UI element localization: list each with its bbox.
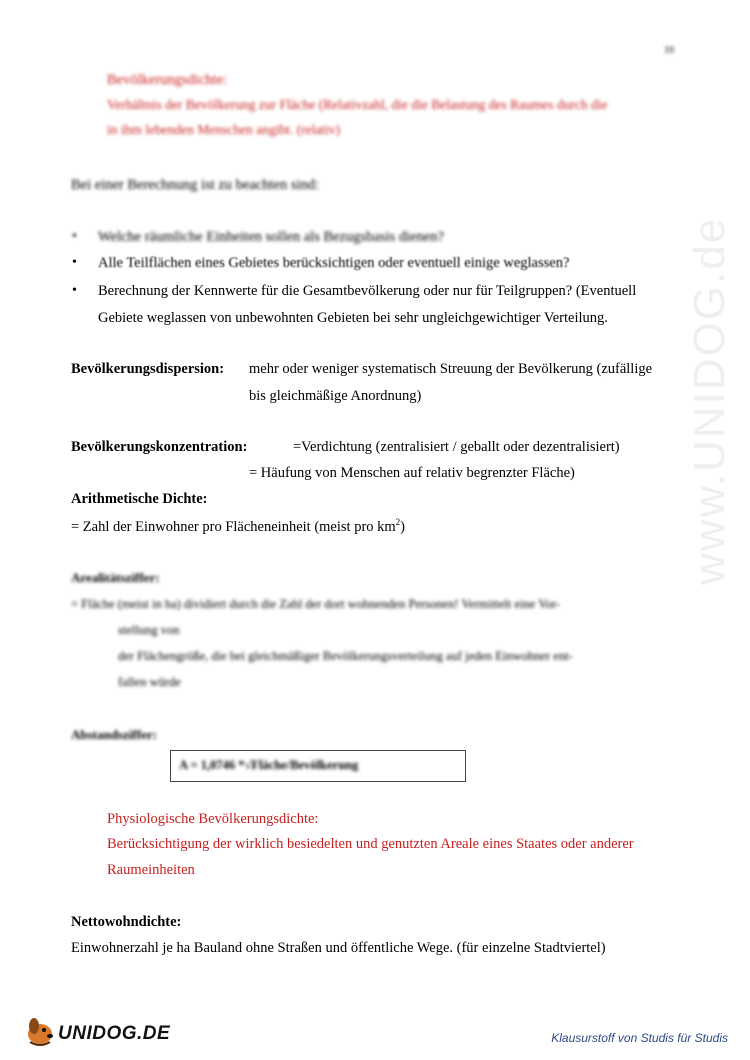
konzentration-line-2: = Häufung von Menschen auf relativ begrenzter Fläche) <box>249 465 575 481</box>
physiologisch-line-2: Raumeinheiten <box>107 862 195 878</box>
bullet-item-1: Welche räumliche Einheiten sollen als Bezugsbasis dienen? <box>98 229 444 245</box>
dispersion-line-1: mehr oder weniger systematisch Streuung der Bevölkerung (zufällige <box>249 361 653 377</box>
formula-box <box>170 750 466 782</box>
bullet-item-3: Berechnung der Kennwerte für die Gesamtbevölkerung oder nur für Teilgruppen? (Eventuell <box>98 283 637 299</box>
term-nettowohndichte: Nettowohndichte: <box>71 914 182 930</box>
term-abstandsziffer: Abstandsziffer: <box>71 727 157 742</box>
bullet-item-3-continuation: Gebiete weglassen von unbewohnten Gebieten bei sehr ungleichgewichtiger Verteilung. <box>98 310 608 326</box>
red-definition-line-1: Verhältnis der Bevölkerung zur Fläche (Relativzahl, die die Belastung des Raumes durch die <box>107 97 608 112</box>
dog-logo-icon <box>22 1012 58 1048</box>
page-number: 10 <box>664 45 674 56</box>
red-definition-line-2: in ihm lebenden Menschen angibt. (relativ) <box>107 122 341 137</box>
areal-line-2: stellung von <box>118 623 180 637</box>
superscript-2: 2 <box>395 517 401 527</box>
watermark: www.UNIDOG.de <box>685 216 734 585</box>
areal-line-1: = Fläche (meist in ha) dividiert durch die Zahl der dort wohnenden Personen! Vermittelt eine Vor- <box>71 597 560 611</box>
bullet-dot: • <box>72 255 77 270</box>
physiologisch-line-1: Berücksichtigung der wirklich besiedelten und genutzten Areale eines Staates oder anderer <box>107 836 634 852</box>
bullet-item-2: Alle Teilflächen eines Gebietes berücksichtigen oder eventuell einige weglassen? <box>98 255 570 271</box>
term-konzentration: Bevölkerungskonzentration: <box>71 439 248 455</box>
bullet-dot: • <box>72 229 77 244</box>
red-heading-bevoelkerungsdichte: Bevölkerungsdichte: <box>107 72 228 88</box>
unidog-logo-text: UNIDOG.DE <box>58 1023 171 1044</box>
arithmetische-dichte-definition <box>71 517 405 536</box>
term-dispersion: Bevölkerungsdispersion: <box>71 361 225 377</box>
formula-text: A = 1,0746 *√Fläche/Bevölkerung <box>179 758 359 772</box>
bullet-dot: • <box>72 283 77 298</box>
dispersion-line-2: bis gleichmäßige Anordnung) <box>249 388 422 404</box>
definition-text: = Zahl der Einwohner pro Flächeneinheit (meist pro km <box>71 518 396 535</box>
footer-tagline: Klausurstoff von Studis für Studis <box>551 1031 728 1045</box>
term-arealitaetsziffer: Arealitätsziffer: <box>71 570 160 585</box>
closing-paren: ) <box>400 518 406 535</box>
konzentration-line-1: =Verdichtung (zentralisiert / geballt oder dezentralisiert) <box>293 439 620 455</box>
term-arithmetische-dichte: Arithmetische Dichte: <box>71 491 208 507</box>
areal-line-4: fallen würde <box>118 675 181 689</box>
intro-text: Bei einer Berechnung ist zu beachten sind: <box>71 177 320 193</box>
areal-line-3: der Flächengröße, die bei gleichmäßiger Bevölkerungsverteilung auf jeden Einwohner ent- <box>118 649 573 663</box>
red-heading-physiologisch: Physiologische Bevölkerungsdichte: <box>107 811 319 827</box>
nettowohndichte-definition: Einwohnerzahl je ha Bauland ohne Straßen und öffentliche Wege. (für einzelne Stadtviertel) <box>71 940 606 956</box>
